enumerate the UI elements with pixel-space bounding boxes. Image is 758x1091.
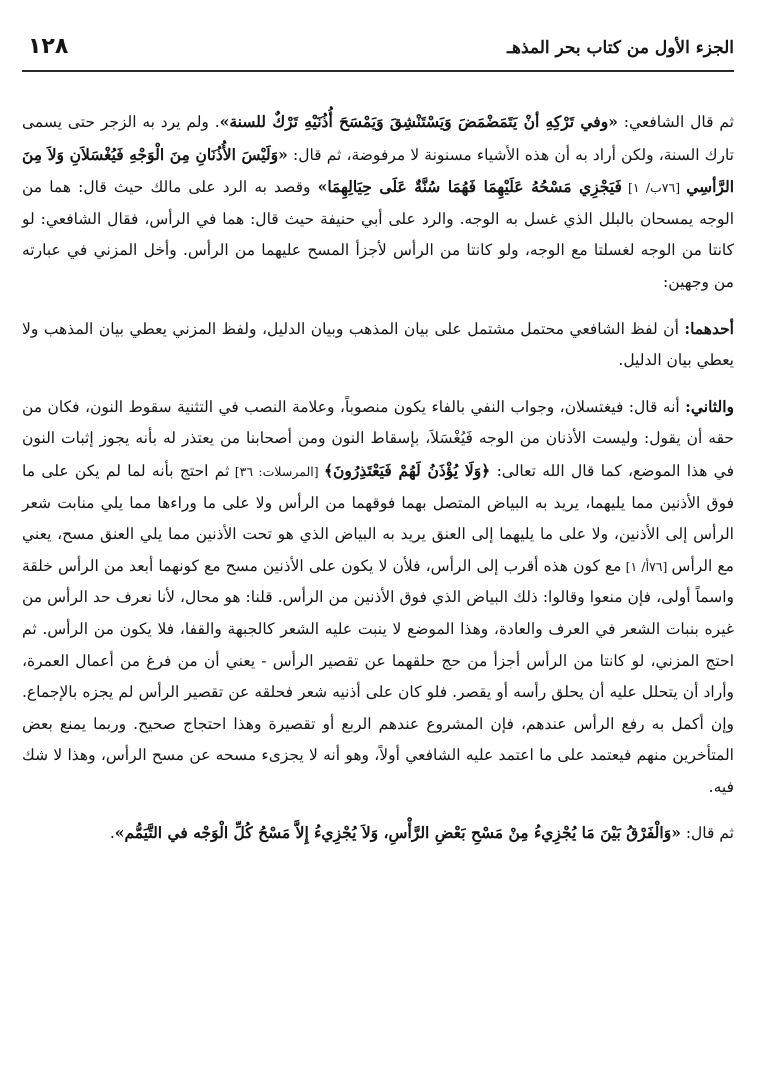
paragraph-4: [22, 817, 734, 850]
paragraph-text: ثم قال:: [680, 824, 734, 843]
paragraph-text: ثم قال الشافعي:: [617, 113, 734, 131]
document-page: [22, 20, 734, 1070]
paragraph-1: [22, 106, 734, 299]
paragraph-text: وقصد به الرد على مالك حيث قال: هما من الوجه يمسحان بالبلل الذي غسل به الوجه. والرد على أبي حنيفة حيث قال: هما في الرأس، فقال الشافعي: لو كانتا من الوجه لغسلتا مع الوجه، ولو كانتا من الرأس لأجزأ المسح عليهما من الرأس. وأخل المزني في عبارته من وجهين:: [22, 178, 734, 291]
quran-verse: ﴿وَلَا يُؤْذَنُ لَهُمْ فَيَعْتَذِرُونَ﴾: [323, 460, 491, 480]
shafii-quote: «وفي تَرْكِهِ أنْ يَتَمَضْمَضَ وَيَسْتَنْشِقَ وَيَمْسَحَ أُذُنَيْهِ تَرْكٌ للسنة»: [219, 112, 618, 131]
paragraph-text: .: [109, 824, 115, 843]
page-number: ١٢٨: [28, 34, 69, 59]
shafii-quote: «وَالْفَرْقُ بَيْنَ مَا يُجْزِيءُ مِنْ مَسْحِ بَعْضِ الرَّأْسِ، وَلاَ يُجْزِيءُ إِلاَّ مَسْحُ كُلِّ الْوَجْه في التَّيَمُّم»: [114, 823, 681, 843]
manuscript-folio-ref: [٧٦أ/ ١]: [621, 558, 672, 574]
page-header: [22, 20, 734, 72]
paragraph-text: ثم احتج بأنه لما لم يكن على ما فوق الأذنين مما يليهما، يريد به البياض المتصل بهما فوقهما من الرأس ولا على ما وراءها مما يلي منابت شعر الرأس إلى الأذنين، ولا على ما يليهما إلى العنق يريد به البياض الذي هو تحت الأذنين مما يلي العنق مسح، يعني مع الرأس: [22, 461, 734, 575]
manuscript-folio-ref: [٧٦ب/ ١]: [621, 180, 687, 196]
paragraph-text: . ولم يرد به الزجر حتى يسمى تارك السنة، ولكن أراد به أن هذه الأشياء مسنونة لا مرفوضة، ثم قال:: [22, 113, 734, 164]
paragraph-3: [22, 391, 734, 804]
body-text: [22, 106, 734, 850]
point-heading: أحدهما:: [684, 318, 734, 338]
running-title: الجزء الأول من كتاب بحر المذهـ: [507, 38, 734, 58]
paragraph-2: [22, 313, 734, 377]
shafii-quote: «وَلَيْسَ الأُذُنَانِ مِنَ الْوَجْهِ فَيُغْسَلاَنِ وَلاَ مِنَ الرَّأسِي: [22, 144, 735, 197]
paragraph-text: أن لفظ الشافعي محتمل مشتمل على بيان المذهب وبيان الدليل، ولفظ المزني يعطي بيان المذهب ولا يعطي بيان الدليل.: [22, 319, 734, 370]
point-heading: والثاني:: [685, 396, 734, 416]
paragraph-text: أنه قال: فيغتسلان، وجواب النفي بالفاء يكون منصوباً، وعلامة النصب في التثنية سقوط النون، فكان من حقه أن يقول: وليست الأذنان من الوجه فَيُغْسَلاَ، بإسقاط النون ومن أصحابنا من يعتذر له بأنه يجوز إثبات النون في هذا الموضع، كما قال الله تعالى:: [22, 397, 735, 480]
paragraph-text: مع كون هذه أقرب إلى الرأس، فلأن لا يكون على الأذنين مسح مع كونهما أبعد من الرأس خلقة واسماً أولى، فإن منعوا وقالوا: ذلك البياض الذي فوق الأذنين من الرأس. قلنا: هو محال، لأنا نعرف حد الرأس من غيره بنبات الشعر في العرف والعادة، وهذا الموضع لا ينبت عليه الشعر كالجبهة والقفا، فلا يكون من الرأس. ثم احتج المزني، لو كانتا من الرأس أجزأ من حج حلقهما عن تقصير الرأس - يعني أن من فرغ من أعمال العمرة، وأراد أن يتحلل عليه أن يحلق رأسه أو يقصر. فلو كان على أذنيه شعر فحلقه عن تقصير الرأس لم يجزه بالإجماع. وإن أكمل به رفع الرأس عندهم، فإن المشروع عندهم الربع أو تقصيرة وهذا احتجاج صحيح. وربما يمنع بعض المتأخرين منهم فيعتمد على ما اعتمد عليه الشافعي أولاً، وهو أنه لا يجزىء مسحه عن مسح الرأس، وهذا لا شك فيه.: [22, 556, 734, 796]
verse-reference: [المرسلات: ٣٦]: [229, 463, 324, 479]
shafii-quote: فَيَجْزِي مَسْحُهُ عَلَيْهِمَا فَهُمَا سُنَّةٌ عَلَى حِيَالِهِمَا»: [317, 177, 622, 197]
